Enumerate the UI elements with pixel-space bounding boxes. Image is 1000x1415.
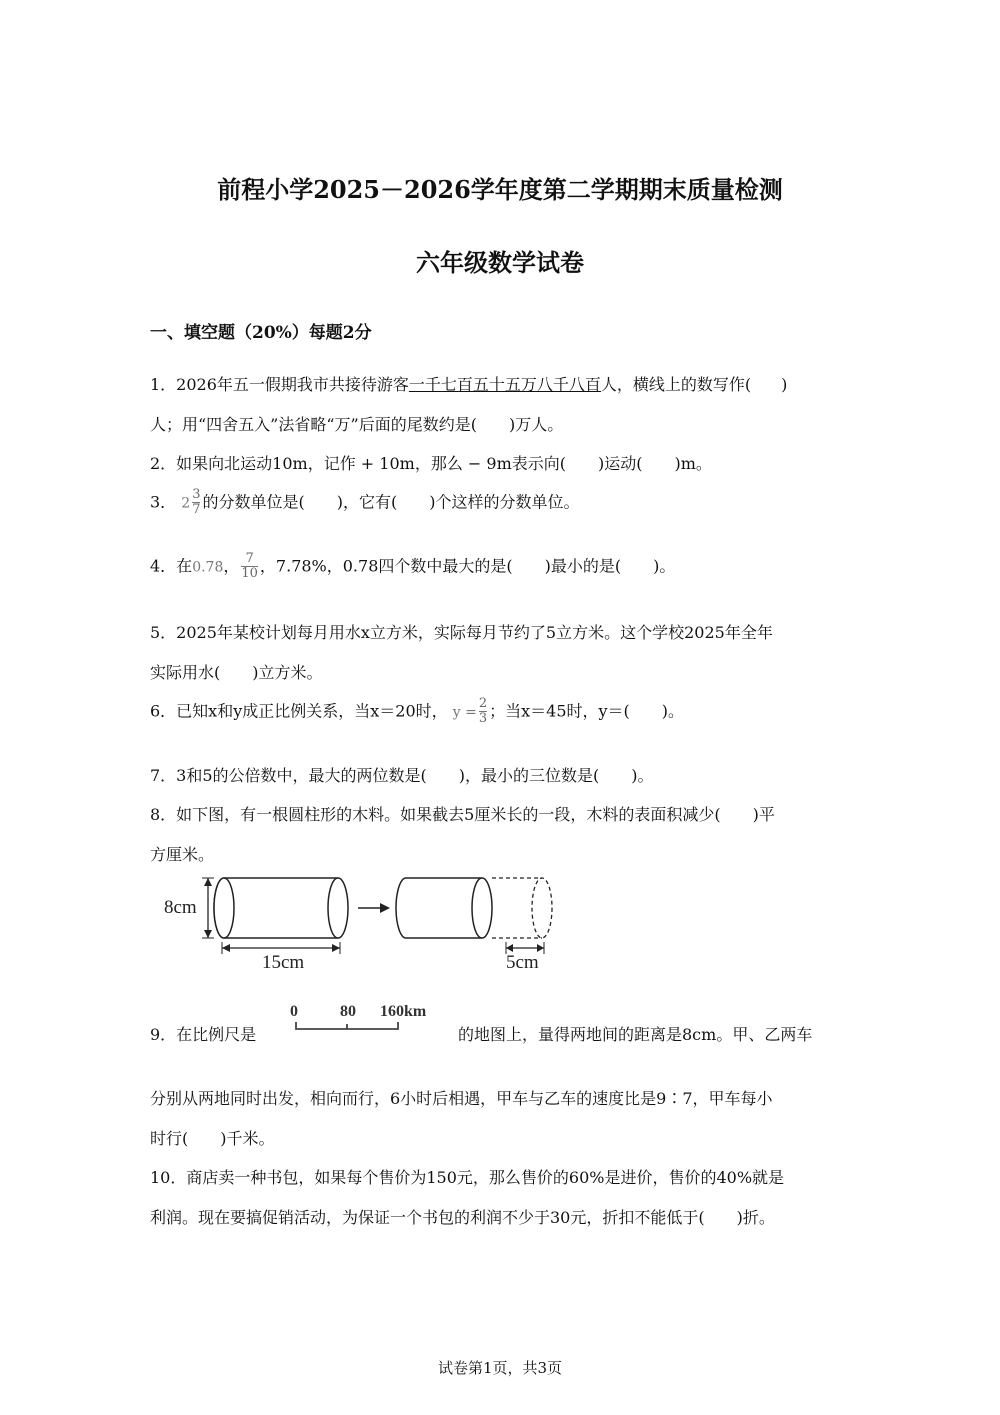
q1-underlined-number: 一千七百五十五万八千八百 — [408, 375, 601, 394]
q4-numerator: 7 — [245, 551, 254, 566]
question-8-line-1: 8．如下图，有一根圆柱形的木料。如果截去5厘米长的一段，木料的表面积减少( )平 — [150, 805, 775, 824]
exam-title: 前程小学2025－2026学年度第二学期期末质量检测 — [217, 175, 783, 204]
q3-suffix: 的分数单位是( )，它有( )个这样的分数单位。 — [202, 492, 580, 512]
cut-length-label: 5cm — [506, 952, 539, 973]
q4-suffix: ，7.78%，0.78四个数中最大的是( )最小的是( )。 — [259, 556, 676, 576]
q3-fraction — [192, 488, 200, 518]
scale-tick-80: 80 — [340, 1003, 356, 1020]
q6-numerator: 2 — [478, 696, 488, 711]
exam-subtitle: 六年级数学试卷 — [416, 248, 584, 277]
question-4 — [150, 552, 675, 582]
scale-tick-0: 0 — [290, 1003, 298, 1020]
q3-mixed-whole: 2 — [181, 495, 191, 512]
question-6 — [150, 697, 684, 727]
cylinder-figure — [150, 868, 570, 978]
question-9-suffix: 的地图上，量得两地间的距离是8cm。甲、乙两车 — [458, 1025, 813, 1044]
question-8-line-2: 方厘米。 — [150, 845, 215, 864]
scale-tick-160: 160km — [380, 1003, 427, 1020]
question-10-line-2: 利润。现在要搞促销活动，为保证一个书包的利润不少于30元，折扣不能低于( )折。 — [150, 1208, 775, 1227]
question-9-line-2: 分别从两地同时出发，相向而行，6小时后相遇，甲车与乙车的速度比是9∶7，甲车每小 — [150, 1089, 773, 1108]
question-3 — [150, 488, 579, 518]
question-7: 7．3和5的公倍数中，最大的两位数是( )，最小的三位数是( )。 — [150, 766, 654, 785]
length-label: 15cm — [262, 952, 305, 973]
q6-fraction — [479, 697, 487, 727]
q1-text-c: ) — [781, 375, 788, 394]
q6-suffix: ；当x＝45时，y＝( )。 — [489, 701, 685, 721]
question-2: 2．如果向北运动10m，记作 + 10m，那么 − 9m表示向( )运动( )m。 — [150, 454, 712, 473]
question-9-line-3: 时行( )千米。 — [150, 1129, 275, 1148]
question-10-line-1: 10．商店卖一种书包，如果每个售价为150元，那么售价的60%是进价，售价的40%就是 — [150, 1168, 785, 1187]
q3-numerator: 3 — [192, 487, 201, 502]
q1-text-a: 1．2026年五一假期我市共接待游客 — [150, 375, 409, 394]
q4-denominator: 10 — [241, 566, 258, 582]
q3-prefix: 3． — [150, 492, 177, 512]
question-1-line-1 — [150, 372, 787, 395]
q4-fraction — [241, 552, 258, 582]
question-5-line-2: 实际用水( )立方米。 — [150, 663, 323, 682]
q4-prefix: 4．在 — [150, 556, 193, 576]
q6-denominator: 3 — [478, 711, 488, 727]
q4-separator: ， — [223, 556, 240, 576]
question-9-prefix: 9．在比例尺是 — [150, 1025, 257, 1044]
question-1-line-2: 人；用“四舍五入”法省略“万”后面的尾数约是( )万人。 — [150, 415, 564, 434]
q3-denominator: 7 — [192, 502, 201, 518]
q6-prefix: 6．已知x和y成正比例关系，当x＝20时， — [150, 701, 448, 721]
scale-bar — [284, 998, 444, 1040]
q4-repeating-decimal: 0.7̇8̇ — [192, 559, 224, 576]
q1-text-b: 人，横线上的数写作( — [600, 375, 752, 394]
section-heading: 一、填空题（20%）每题2分 — [150, 323, 372, 343]
q6-y-equals: y = — [452, 704, 477, 721]
question-5-line-1: 5．2025年某校计划每月用水x立方米，实际每月节约了5立方米。这个学校2025年全年 — [150, 623, 773, 642]
page-footer: 试卷第1页，共3页 — [437, 1359, 563, 1377]
diameter-label: 8cm — [164, 897, 197, 918]
